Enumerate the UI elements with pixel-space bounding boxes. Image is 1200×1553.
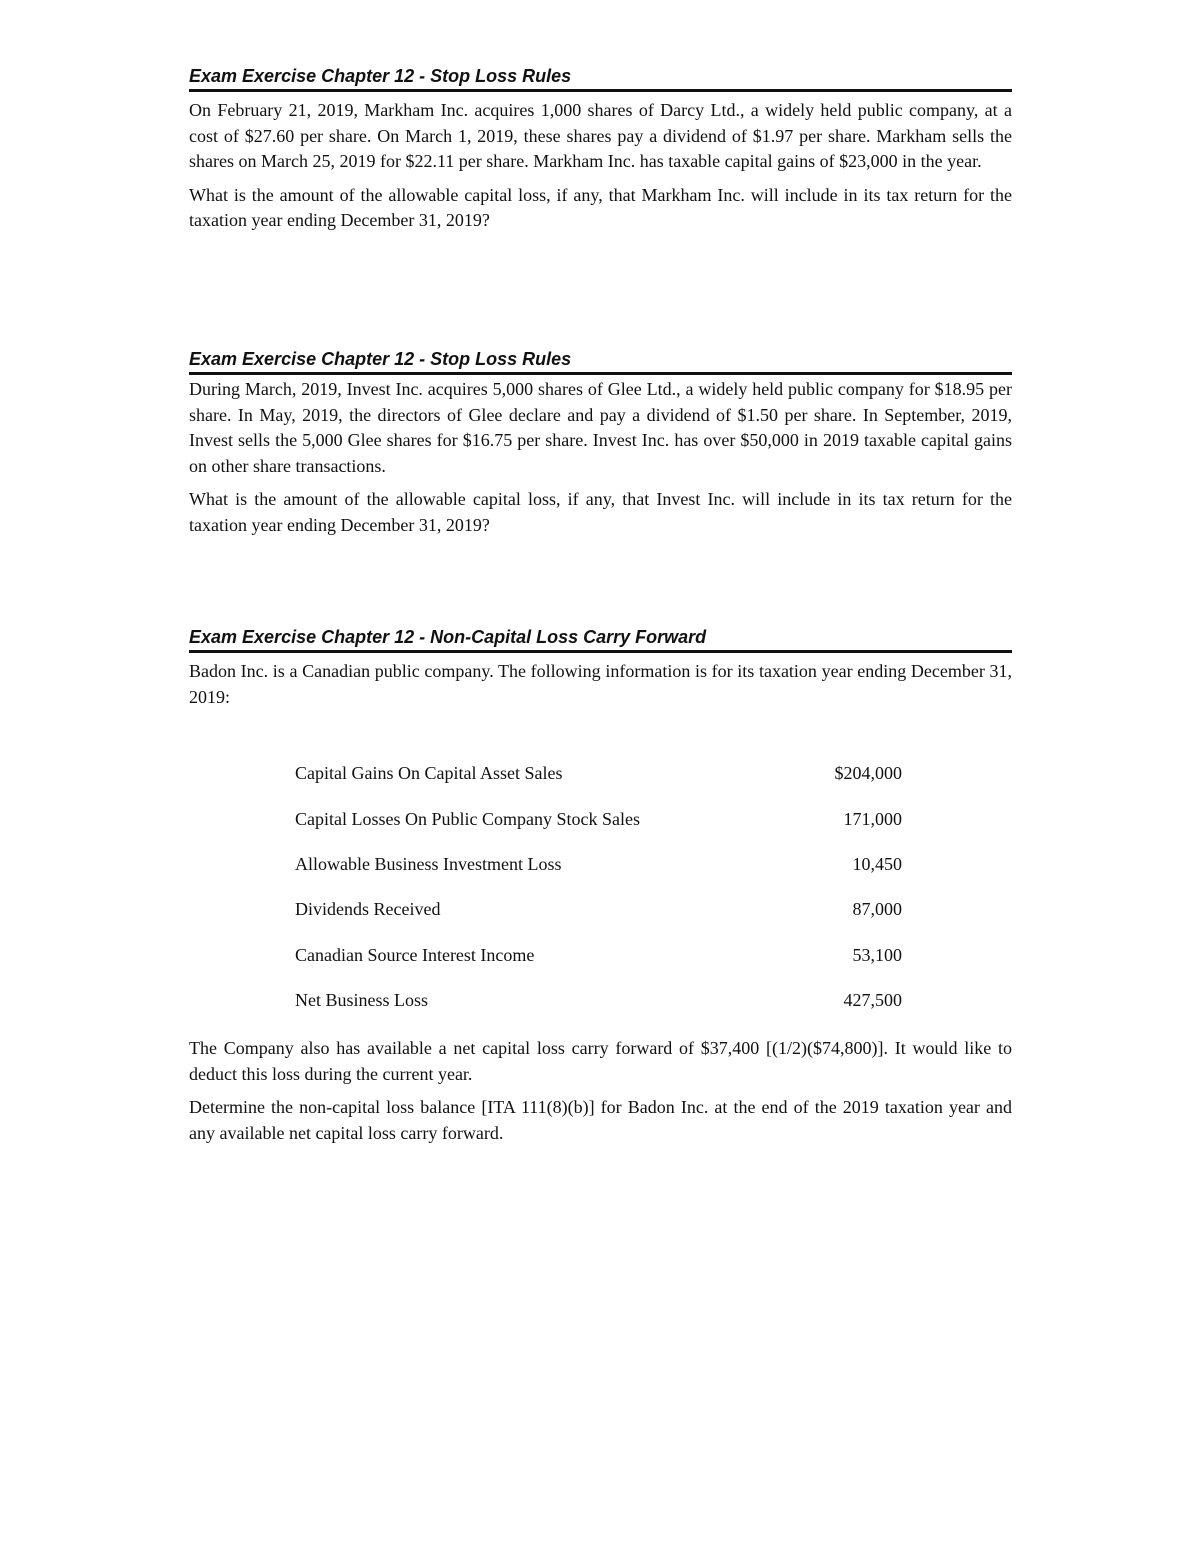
table-row bbox=[295, 796, 902, 841]
row-amount: 87,000 bbox=[852, 899, 902, 920]
table-row bbox=[295, 842, 902, 887]
table-row bbox=[295, 978, 902, 1023]
exercise-stop-loss-invest bbox=[189, 348, 1012, 538]
table-row bbox=[295, 751, 902, 796]
row-amount: 427,500 bbox=[843, 990, 902, 1011]
exercise-question-paragraph: What is the amount of the allowable capital loss, if any, that Invest Inc. will include in its tax return for the taxation year ending December 31, 2019? bbox=[189, 489, 1012, 535]
exercise-non-capital-loss-followup bbox=[189, 1036, 1012, 1146]
exercise-question-paragraph: What is the amount of the allowable capital loss, if any, that Markham Inc. will include in its tax return for the taxation year ending December 31, 2019? bbox=[189, 184, 1012, 230]
row-amount: 10,450 bbox=[852, 853, 902, 874]
row-label: Dividends Received bbox=[295, 899, 441, 920]
carry-forward-paragraph: The Company also has available a net capital loss carry forward of $37,400 [(1/2)($74,800)]. It would like to deduct this loss during the current year. bbox=[189, 1038, 1012, 1084]
exercise-non-capital-loss-badon bbox=[189, 626, 1012, 710]
row-amount: $204,000 bbox=[834, 763, 902, 784]
exercise-title: Exam Exercise Chapter 12 - Non-Capital Loss Carry Forward bbox=[189, 626, 1012, 653]
exercise-body-paragraph: During March, 2019, Invest Inc. acquires 5,000 shares of Glee Ltd., a widely held public company for $18.95 per share. In May, 2019, the directors of Glee declare and pay a dividend of $1.50 per share. In September, 2019, Invest sells the 5,000 Glee shares for $16.75 per share. Invest Inc. has over $50,000 in 2019 taxable capital gains on other share transactions. bbox=[189, 379, 1012, 476]
exercise-stop-loss-markham bbox=[189, 65, 1012, 234]
document-page bbox=[189, 0, 1012, 1553]
row-label: Capital Losses On Public Company Stock Sales bbox=[295, 808, 640, 829]
row-label: Capital Gains On Capital Asset Sales bbox=[295, 763, 563, 784]
exercise-question-paragraph: Determine the non-capital loss balance [ITA 111(8)(b)] for Badon Inc. at the end of the 2019 taxation year and any available net capital loss carry forward. bbox=[189, 1097, 1012, 1143]
exercise-title: Exam Exercise Chapter 12 - Stop Loss Rules bbox=[189, 65, 1012, 92]
exercise-title: Exam Exercise Chapter 12 - Stop Loss Rules bbox=[189, 348, 1012, 375]
row-amount: 53,100 bbox=[852, 944, 902, 965]
financial-information-table bbox=[295, 751, 902, 1023]
table-row bbox=[295, 887, 902, 932]
exercise-intro-paragraph: Badon Inc. is a Canadian public company. The following information is for its taxation year ending December 31, 2019: bbox=[189, 661, 1012, 707]
table-row bbox=[295, 933, 902, 978]
row-label: Net Business Loss bbox=[295, 990, 429, 1011]
row-amount: 171,000 bbox=[843, 808, 902, 829]
exercise-body-paragraph: On February 21, 2019, Markham Inc. acquires 1,000 shares of Darcy Ltd., a widely held public company, at a cost of $27.60 per share. On March 1, 2019, these shares pay a dividend of $1.97 per share. Markham sells the shares on March 25, 2019 for $22.11 per share. Markham Inc. has taxable capital gains of $23,000 in the year. bbox=[189, 100, 1012, 171]
row-label: Canadian Source Interest Income bbox=[295, 944, 535, 965]
row-label: Allowable Business Investment Loss bbox=[295, 853, 562, 874]
